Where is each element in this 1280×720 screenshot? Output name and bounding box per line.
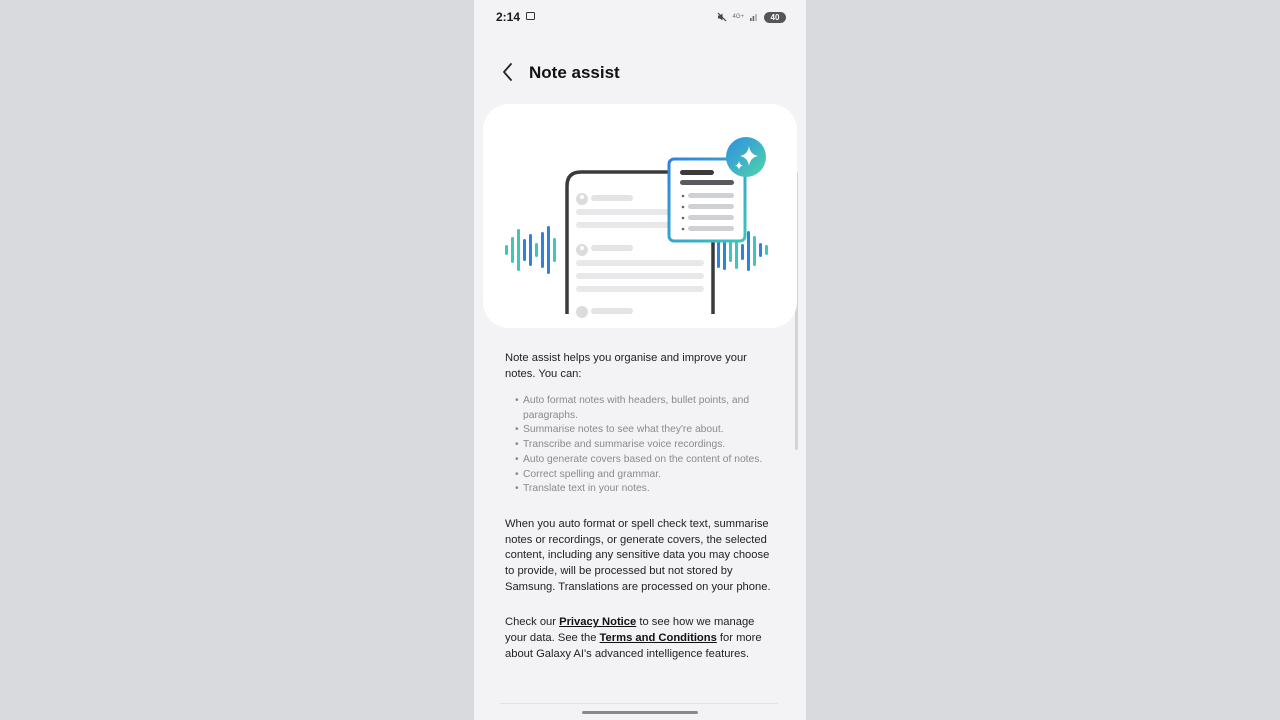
privacy-prefix: Check our bbox=[505, 616, 560, 629]
gallery-icon bbox=[526, 12, 535, 20]
illustration-card bbox=[483, 104, 797, 328]
bottom-divider bbox=[500, 703, 778, 704]
signal-icon bbox=[749, 12, 759, 22]
mute-icon bbox=[717, 12, 727, 22]
privacy-paragraph bbox=[505, 615, 777, 662]
processing-paragraph: When you auto format or spell check text, summarise notes or recordings, or generate covers, the selected content, including any sensitive data you may choose to provide, will be processed but not stored by Samsung. Translations are processed on your phone. bbox=[505, 517, 771, 593]
feature-list bbox=[505, 394, 777, 497]
list-item: • Summarise notes to see what they're about. bbox=[515, 424, 724, 436]
phone-screen bbox=[474, 0, 806, 720]
list-item: • Auto generate covers based on the content of notes. bbox=[515, 453, 763, 465]
privacy-suffix: for more about Galaxy AI's advanced intelligence features. bbox=[505, 632, 762, 660]
chevron-left-icon bbox=[501, 62, 515, 82]
status-time: 2:14 bbox=[496, 10, 521, 24]
sound-wave-icon bbox=[505, 226, 556, 274]
privacy-middle: to see how we manage your data. See the bbox=[505, 616, 755, 645]
terms-and-conditions-link[interactable]: Terms and Conditions bbox=[599, 632, 717, 645]
privacy-notice-link[interactable]: Privacy Notice bbox=[559, 616, 637, 629]
status-bar bbox=[474, 0, 806, 34]
list-item-text: Summarise notes to see what they're about. bbox=[523, 424, 724, 436]
description-content bbox=[505, 350, 777, 663]
list-item: • Correct spelling and grammar. bbox=[515, 468, 661, 480]
list-item: • Translate text in your notes. bbox=[515, 483, 650, 495]
list-item-text: Auto generate covers based on the content of notes. bbox=[523, 453, 763, 465]
intro-text: Note assist helps you organise and improve your notes. You can: bbox=[505, 352, 747, 380]
app-header bbox=[474, 52, 806, 92]
sparkle-icon bbox=[726, 137, 766, 177]
list-item-text: Transcribe and summarise voice recordings. bbox=[523, 439, 726, 451]
note-assist-illustration bbox=[483, 104, 797, 328]
network-label: 4G+ bbox=[732, 14, 744, 20]
list-item-text: Auto format notes with headers, bullet points, and paragraphs. bbox=[523, 395, 750, 421]
home-indicator[interactable] bbox=[582, 711, 698, 714]
list-item: • Transcribe and summarise voice recordings. bbox=[515, 439, 726, 451]
battery-icon: 40 bbox=[764, 12, 786, 23]
list-item-text: Correct spelling and grammar. bbox=[523, 468, 661, 480]
page-title: Note assist bbox=[529, 63, 620, 82]
back-button[interactable] bbox=[494, 58, 522, 86]
list-item: • Auto format notes with headers, bullet points, and paragraphs. bbox=[515, 395, 750, 421]
status-icons bbox=[717, 10, 786, 24]
list-item-text: Translate text in your notes. bbox=[523, 483, 650, 495]
